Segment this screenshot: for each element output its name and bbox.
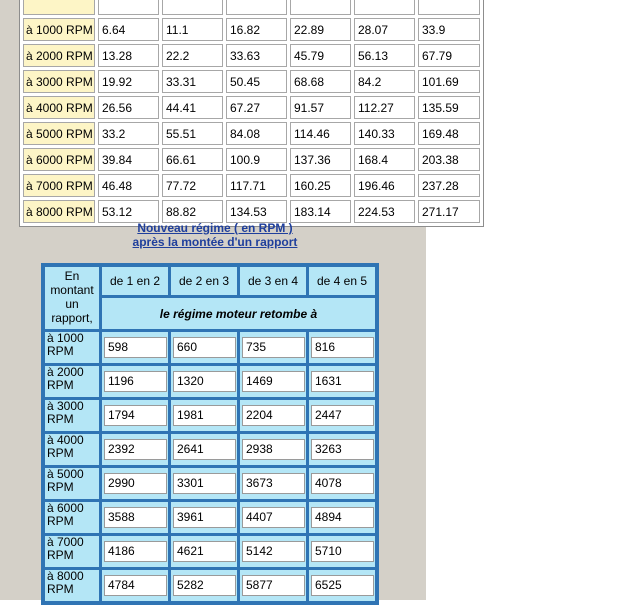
speed-table-value: 39.84 [98,148,159,171]
rpm-drop-value-field: 4186 [104,541,167,562]
speed-table-value: 19.92 [98,70,159,93]
speed-table-value: 77.72 [162,174,223,197]
speed-table-row [23,44,480,67]
speed-table-header-cell [290,0,351,15]
speed-table-rpm-label: à 3000 RPM [23,70,95,93]
rpm-drop-cell [102,400,168,431]
speed-table-rpm-label: à 7000 RPM [23,174,95,197]
speed-table-value: 50.45 [226,70,287,93]
rpm-drop-value-field: 1196 [104,371,167,392]
rpm-drop-cell [240,366,306,397]
gear-header-4-5: de 4 en 5 [309,267,375,295]
rpm-drop-cell [240,400,306,431]
rpm-drop-value-field: 2938 [242,439,305,460]
rpm-drop-value-field: 4784 [104,575,167,596]
rpm-drop-value-field: 2447 [311,405,374,426]
rpm-drop-row [45,400,375,431]
rpm-drop-rpm-label: à 7000 RPM [45,536,99,567]
rpm-drop-value-field: 3588 [104,507,167,528]
speed-table-header-cell [162,0,223,15]
speed-table-row [23,148,480,171]
speed-table-value: 237.28 [418,174,480,197]
rpm-drop-cell [171,570,237,601]
speed-table-value: 117.71 [226,174,287,197]
rpm-drop-rpm-label: à 8000 RPM [45,570,99,601]
rpm-drop-cell [171,468,237,499]
nouveau-regime-link[interactable] [110,221,320,249]
rpm-drop-cell [102,332,168,363]
rpm-drop-value-field: 1469 [242,371,305,392]
speed-table-rpm-label: à 5000 RPM [23,122,95,145]
speed-table-value: 169.48 [418,122,480,145]
rpm-drop-value-field: 598 [104,337,167,358]
rpm-drop-cell [309,400,375,431]
rpm-drop-cell [240,536,306,567]
speed-table-value: 134.53 [226,200,287,223]
rpm-drop-cell [309,570,375,601]
speed-table-row [23,200,480,223]
gear-header-1-2: de 1 en 2 [102,267,168,295]
rpm-drop-rpm-label: à 3000 RPM [45,400,99,431]
speed-table-value: 183.14 [290,200,351,223]
rpm-drop-rpm-label: à 5000 RPM [45,468,99,499]
rpm-drop-cell [102,434,168,465]
rpm-drop-cell [240,332,306,363]
speed-table-header-cell [226,0,287,15]
speed-table-rpm-label: à 1000 RPM [23,18,95,41]
rpm-drop-value-field: 5877 [242,575,305,596]
rpm-drop-value-field: 2392 [104,439,167,460]
rpm-drop-value-field: 4407 [242,507,305,528]
rpm-drop-table [41,263,379,605]
speed-table-value: 101.69 [418,70,480,93]
rpm-drop-cell [309,366,375,397]
speed-table-value: 140.33 [354,122,415,145]
speed-table-value: 88.82 [162,200,223,223]
rpm-drop-cell [240,502,306,533]
rpm-drop-value-field: 2641 [173,439,236,460]
rpm-drop-table-body [45,267,375,601]
rpm-drop-value-field: 1631 [311,371,374,392]
rpm-drop-row [45,366,375,397]
rpm-drop-value-field: 3961 [173,507,236,528]
speed-table-value: 55.51 [162,122,223,145]
rpm-drop-cell [171,502,237,533]
rpm-drop-value-field: 1320 [173,371,236,392]
speed-table-body [23,0,480,223]
speed-table-header-cell [354,0,415,15]
rpm-drop-rpm-label: à 4000 RPM [45,434,99,465]
gear-header-2-3: de 2 en 3 [171,267,237,295]
rpm-drop-subheader: le régime moteur retombe à [102,298,375,329]
speed-table-value: 45.79 [290,44,351,67]
speed-table [19,0,484,227]
speed-table-row [23,18,480,41]
speed-table-value: 114.46 [290,122,351,145]
rpm-drop-value-field: 3673 [242,473,305,494]
rpm-drop-value-field: 2990 [104,473,167,494]
corner-header: En montant un rapport, [45,267,99,329]
speed-table-rpm-label: à 2000 RPM [23,44,95,67]
rpm-drop-cell [102,536,168,567]
rpm-drop-cell [309,468,375,499]
speed-table-value: 203.38 [418,148,480,171]
rpm-drop-cell [240,570,306,601]
rpm-drop-value-field: 4894 [311,507,374,528]
link-line-2[interactable]: après la montée d'un rapport [132,235,298,249]
speed-table-header-cell [98,0,159,15]
rpm-drop-cell [309,536,375,567]
speed-table-header-cell [418,0,480,15]
rpm-drop-value-field: 4621 [173,541,236,562]
rpm-drop-value-field: 816 [311,337,374,358]
speed-table-value: 84.08 [226,122,287,145]
rpm-drop-cell [309,502,375,533]
speed-table-value: 137.36 [290,148,351,171]
speed-table-rpm-label: à 8000 RPM [23,200,95,223]
speed-table-value: 271.17 [418,200,480,223]
rpm-drop-value-field: 1794 [104,405,167,426]
rpm-drop-cell [171,400,237,431]
rpm-drop-row [45,434,375,465]
rpm-drop-value-field: 660 [173,337,236,358]
speed-table-value: 53.12 [98,200,159,223]
speed-table-value: 224.53 [354,200,415,223]
speed-table-value: 11.1 [162,18,223,41]
speed-table-header-cell [23,0,95,15]
rpm-drop-cell [102,468,168,499]
speed-table-row [23,96,480,119]
speed-table-row [23,174,480,197]
rpm-drop-value-field: 3263 [311,439,374,460]
rpm-drop-value-field: 735 [242,337,305,358]
gear-header-3-4: de 3 en 4 [240,267,306,295]
rpm-drop-value-field: 5142 [242,541,305,562]
speed-table-header-row [23,0,480,15]
speed-table-row [23,122,480,145]
rpm-drop-value-field: 5710 [311,541,374,562]
speed-table-value: 33.63 [226,44,287,67]
speed-table-value: 22.89 [290,18,351,41]
speed-table-value: 33.31 [162,70,223,93]
rpm-drop-rpm-label: à 2000 RPM [45,366,99,397]
rpm-drop-cell [171,536,237,567]
rpm-drop-cell [171,434,237,465]
speed-table-value: 56.13 [354,44,415,67]
rpm-drop-row [45,536,375,567]
speed-table-rpm-label: à 4000 RPM [23,96,95,119]
rpm-drop-value-field: 4078 [311,473,374,494]
speed-table-value: 112.27 [354,96,415,119]
link-line-1[interactable]: Nouveau régime ( en RPM ) [137,221,293,235]
rpm-drop-value-field: 3301 [173,473,236,494]
speed-table-value: 67.79 [418,44,480,67]
speed-table-value: 46.48 [98,174,159,197]
rpm-drop-cell [240,434,306,465]
rpm-drop-cell [171,366,237,397]
speed-table-value: 135.59 [418,96,480,119]
rpm-drop-rpm-label: à 1000 RPM [45,332,99,363]
speed-table-value: 33.2 [98,122,159,145]
speed-table-value: 160.25 [290,174,351,197]
speed-table-value: 26.56 [98,96,159,119]
rpm-drop-cell [309,332,375,363]
speed-table-value: 22.2 [162,44,223,67]
speed-table-value: 67.27 [226,96,287,119]
rpm-drop-row [45,332,375,363]
speed-table-rpm-label: à 6000 RPM [23,148,95,171]
speed-table-value: 168.4 [354,148,415,171]
rpm-drop-row [45,468,375,499]
rpm-drop-cell [102,570,168,601]
speed-table-value: 6.64 [98,18,159,41]
rpm-drop-header-row [45,267,375,295]
speed-table-value: 84.2 [354,70,415,93]
rpm-drop-cell [171,332,237,363]
speed-table-value: 68.68 [290,70,351,93]
rpm-drop-value-field: 2204 [242,405,305,426]
rpm-drop-value-field: 5282 [173,575,236,596]
speed-table-value: 16.82 [226,18,287,41]
speed-table-value: 100.9 [226,148,287,171]
rpm-drop-cell [240,468,306,499]
rpm-drop-row [45,570,375,601]
rpm-drop-cell [309,434,375,465]
speed-table-value: 13.28 [98,44,159,67]
rpm-drop-row [45,502,375,533]
speed-table-row [23,70,480,93]
rpm-drop-value-field: 6525 [311,575,374,596]
rpm-drop-cell [102,366,168,397]
rpm-drop-cell [102,502,168,533]
speed-table-value: 33.9 [418,18,480,41]
speed-table-value: 28.07 [354,18,415,41]
speed-table-value: 44.41 [162,96,223,119]
rpm-drop-value-field: 1981 [173,405,236,426]
speed-table-value: 66.61 [162,148,223,171]
speed-table-value: 196.46 [354,174,415,197]
rpm-drop-rpm-label: à 6000 RPM [45,502,99,533]
speed-table-value: 91.57 [290,96,351,119]
